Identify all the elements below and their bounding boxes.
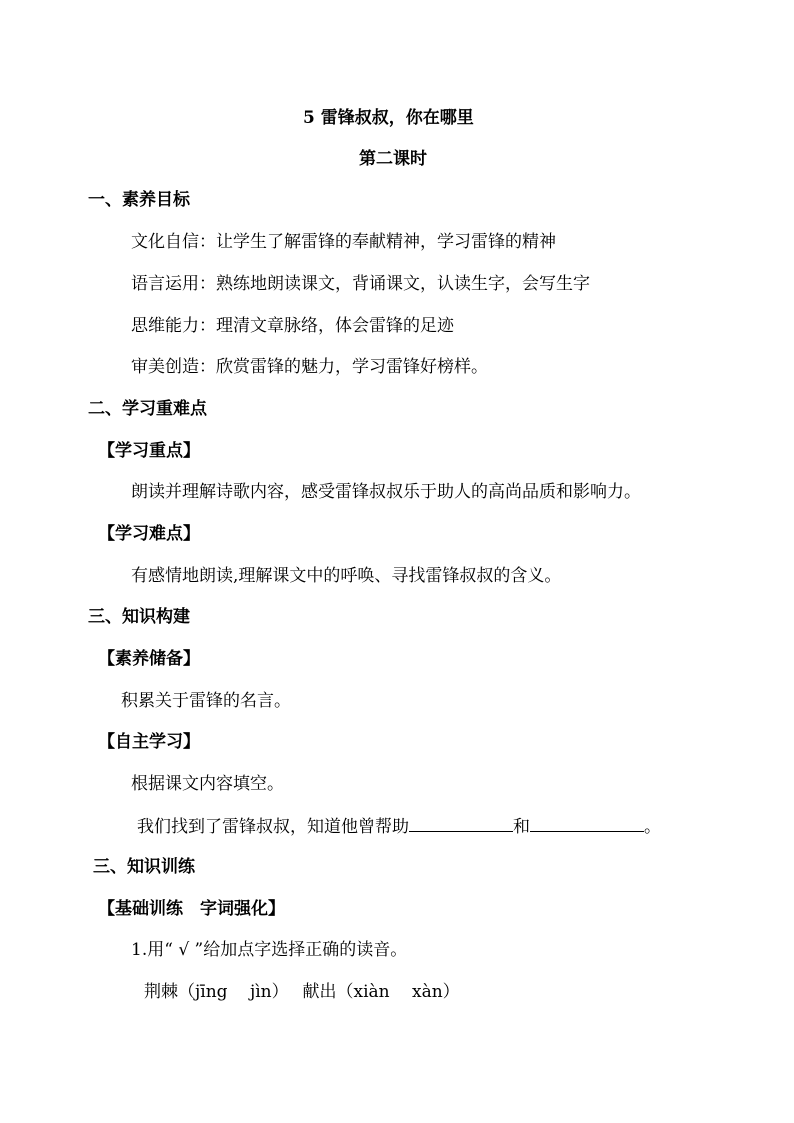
goal-item: 语言运用：熟练地朗读课文，背诵课文，认读生字，会写生字: [131, 274, 590, 294]
key-point-text: 朗读并理解诗歌内容，感受雷锋叔叔乐于助人的高尚品质和影响力。: [131, 482, 641, 502]
document-subtitle: 第二课时: [359, 149, 427, 169]
section-heading-training: 三、知识训练: [93, 857, 195, 877]
section-heading-knowledge: 三、知识构建: [88, 607, 190, 627]
document-title: 5 雷锋叔叔，你在哪里: [303, 108, 474, 128]
difficulty-text: 有感情地朗读,理解课文中的呼唤、寻找雷锋叔叔的含义。: [131, 566, 562, 586]
preparation-text: 积累关于雷锋的名言。: [121, 691, 291, 711]
self-study-text: 根据课文内容填空。: [131, 774, 284, 794]
fill-in-end: 。: [644, 817, 661, 837]
fill-in-prefix: 我们找到了雷锋叔叔，知道他曾帮助: [137, 817, 409, 837]
section-heading-goals: 一、素养目标: [88, 190, 190, 210]
fill-in-blank-1[interactable]: [409, 815, 513, 832]
basic-training-label: 【基础训练 字词强化】: [98, 899, 285, 919]
key-point-label: 【学习重点】: [98, 441, 200, 461]
fill-in-sentence: [137, 815, 661, 838]
question-1: 1.用“ √ ”给加点字选择正确的读音。: [131, 940, 408, 960]
fill-in-blank-2[interactable]: [530, 815, 644, 832]
question-1-options: 荆棘（jīng jìn） 献出（xiàn xàn）: [144, 982, 460, 1002]
fill-in-and: 和: [513, 817, 530, 837]
section-heading-key-points: 二、学习重难点: [88, 399, 207, 419]
preparation-label: 【素养储备】: [98, 649, 200, 669]
goal-item: 思维能力：理清文章脉络，体会雷锋的足迹: [131, 316, 454, 336]
goal-item: 文化自信：让学生了解雷锋的奉献精神，学习雷锋的精神: [131, 232, 556, 252]
goal-item: 审美创造：欣赏雷锋的魅力，学习雷锋好榜样。: [131, 357, 488, 377]
self-study-label: 【自主学习】: [98, 732, 200, 752]
difficulty-label: 【学习难点】: [98, 524, 200, 544]
